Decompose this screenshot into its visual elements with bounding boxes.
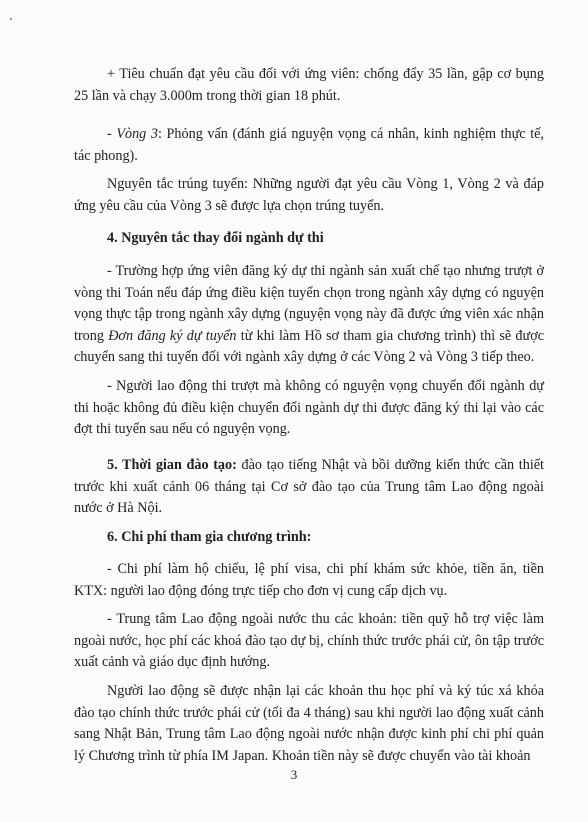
failed-candidate-paragraph: - Người lao động thi trượt mà không có nguyện vọng chuyển đổi ngành dự thi hoặc không đủ điều kiện chuyển đổi ngành dự thi được đăng ký thi lại vào các đợt thi tuyển sau nếu có nguyện vọng.: [74, 378, 544, 437]
selection-principle-paragraph: Nguyên tắc trúng tuyển: Những người đạt yêu cầu Vòng 1, Vòng 2 và đáp ứng yêu cầu của Vòng 3 sẽ được lựa chọn trúng tuyển.: [74, 176, 544, 214]
section-4-heading: 4. Nguyên tắc thay đổi ngành dự thi: [107, 230, 324, 246]
center-fees-paragraph: - Trung tâm Lao động ngoài nước thu các khoản: tiền quỹ hỗ trợ việc làm ngoài nước, học phí các khoá đào tạo dự bị, chính thức trước phái cử, ôn tập trước xuất cảnh và giáo dục định hướng.: [74, 611, 544, 670]
round-3-text: : Phỏng vấn (đánh giá nguyện vọng cá nhân, kinh nghiệm thực tế, tác phong).: [74, 126, 544, 164]
round-3-label: - Vòng 3: [107, 126, 158, 142]
round-3-paragraph: [74, 124, 544, 167]
page-number: 3: [290, 767, 298, 782]
training-time-text: đào tạo tiếng Nhật và bồi dưỡng kiến thức cần thiết trước khi xuất cảnh 06 tháng tại Cơ sở đào tạo của Trung tâm Lao động ngoài nước ở Hà Nội.: [74, 457, 544, 516]
direct-costs-paragraph: - Chi phí làm hộ chiếu, lệ phí visa, chi phí khám sức khỏe, tiền ăn, tiền KTX: người lao động đóng trực tiếp cho đơn vị cung cấp dịch vụ.: [74, 561, 544, 599]
scan-speck: [10, 18, 12, 20]
field-change-text-b: từ khi làm Hồ sơ tham gia chương trình) thì sẽ được chuyển sang thi tuyển đối với ngành xây dựng ở các Vòng 2 và Vòng 3 tiếp theo.: [74, 327, 545, 365]
field-change-paragraph: [74, 261, 544, 369]
registration-form-name: Đơn đăng ký dự tuyển: [108, 327, 237, 344]
refund-paragraph: Người lao động sẽ được nhận lại các khoản thu học phí và ký túc xá khóa đào tạo chính thức trước phái cử (tối đa 4 tháng) sau khi người lao động xuất cảnh sang Nhật Bản, Trung tâm Lao động ngoài nước nhận được kinh phí chi phí quản lý Chương trình từ phía IM Japan. Khoản tiền này sẽ được chuyển vào tài khoản: [74, 683, 544, 764]
criteria-paragraph: + Tiêu chuẩn đạt yêu cầu đối với ứng viên: chống đẩy 35 lần, gập cơ bụng 25 lần và chạy 3.000m trong thời gian 18 phút.: [74, 66, 544, 104]
field-change-text-a: - Trường hợp ứng viên đăng ký dự thi ngành sản xuất chế tạo nhưng trượt ở vòng thi Toán nếu đáp ứng điều kiện tuyển chọn trong ngành xây dựng có nguyện vọng thực tập trong ngành xây dựng (nguyện vọng này đã được ứng viên xác nhận trong: [74, 263, 544, 344]
section-6-heading: 6. Chi phí tham gia chương trình:: [107, 529, 312, 545]
training-time-paragraph: [74, 455, 544, 520]
section-5-heading: 5. Thời gian đào tạo:: [107, 457, 237, 473]
